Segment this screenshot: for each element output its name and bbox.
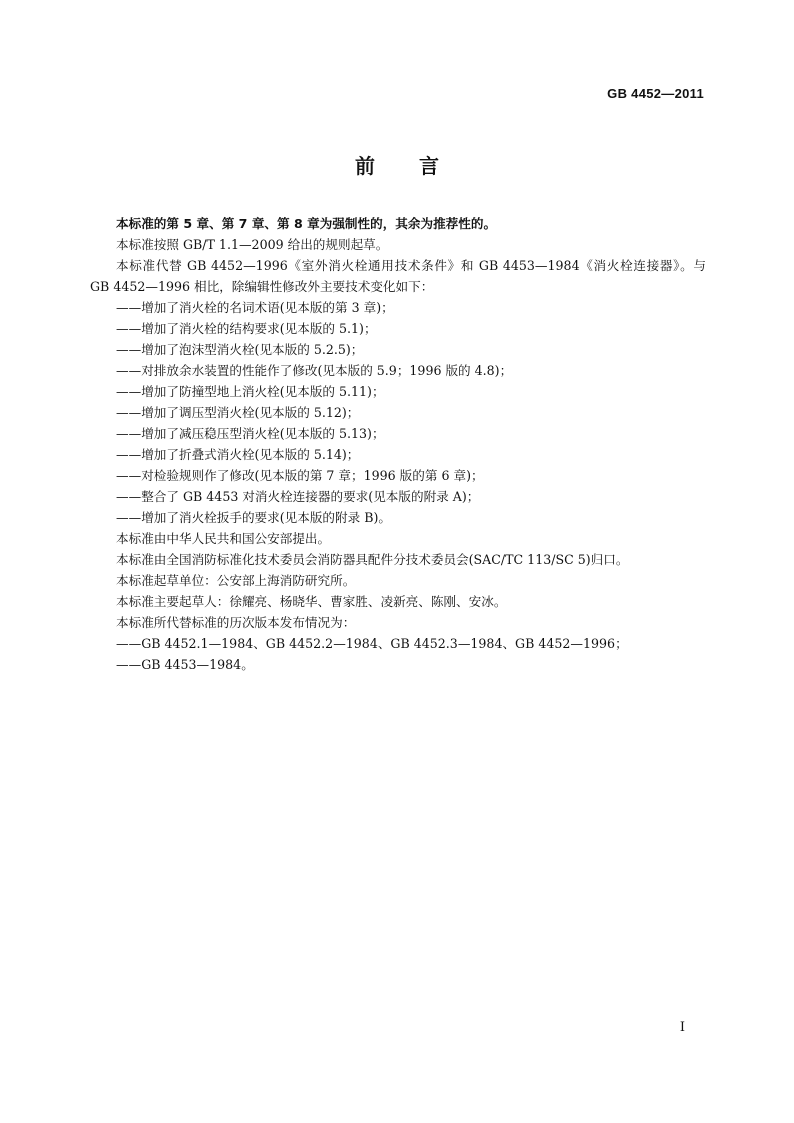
- list-item: ——增加了消火栓的名词术语(见本版的第 3 章)；: [116, 300, 394, 315]
- list-item: ——GB 4453—1984。: [116, 657, 254, 672]
- paragraph-drafters: 本标准主要起草人：徐耀亮、杨晓华、曹家胜、凌新亮、陈刚、安冰。: [116, 594, 507, 609]
- page-title: 前言: [355, 154, 483, 178]
- page-number: I: [679, 1020, 685, 1035]
- list-item: ——对排放余水装置的性能作了修改(见本版的 5.9；1996 版的 4.8)；: [116, 363, 513, 378]
- list-item: ——增加了消火栓的结构要求(见本版的 5.1)；: [116, 321, 377, 336]
- list-item: ——增加了泡沫型消火栓(见本版的 5.2.5)；: [116, 342, 364, 357]
- list-item: ——GB 4452.1—1984、GB 4452.2—1984、GB 4452.3—1984、GB 4452—1996；: [116, 636, 628, 651]
- paragraph-previous-editions: 本标准所代替标准的历次版本发布情况为：: [116, 615, 356, 630]
- paragraph-mandatory-note: 本标准的第 5 章、第 7 章、第 8 章为强制性的，其余为推荐性的。: [116, 216, 497, 231]
- list-item: ——增加了调压型消火栓(见本版的 5.12)；: [116, 405, 360, 420]
- paragraph-replaces: 本标准代替 GB 4452—1996《室外消火栓通用技术条件》和 GB 4453—1984《消火栓连接器》。与 GB 4452—1996 相比，除编辑性修改外主要技术变化如下：: [90, 258, 706, 294]
- standard-number: GB 4452—2011: [607, 86, 704, 101]
- foreword-body: [90, 213, 706, 675]
- paragraph-administered-by: 本标准由全国消防标准化技术委员会消防器具配件分技术委员会(SAC/TC 113/SC 5)归口。: [116, 552, 629, 567]
- list-item: ——整合了 GB 4453 对消火栓连接器的要求(见本版的附录 A)；: [116, 489, 480, 504]
- list-item: ——增加了减压稳压型消火栓(见本版的 5.13)；: [116, 426, 385, 441]
- paragraph-drafting-rules: 本标准按照 GB/T 1.1—2009 给出的规则起草。: [116, 237, 389, 252]
- list-item: ——增加了防撞型地上消火栓(见本版的 5.11)；: [116, 384, 385, 399]
- list-item: ——对检验规则作了修改(见本版的第 7 章；1996 版的第 6 章)；: [116, 468, 484, 483]
- list-item: ——增加了消火栓扳手的要求(见本版的附录 B)。: [116, 510, 391, 525]
- list-item: ——增加了折叠式消火栓(见本版的 5.14)；: [116, 447, 360, 462]
- paragraph-proposed-by: 本标准由中华人民共和国公安部提出。: [116, 531, 331, 546]
- paragraph-drafting-unit: 本标准起草单位：公安部上海消防研究所。: [116, 573, 356, 588]
